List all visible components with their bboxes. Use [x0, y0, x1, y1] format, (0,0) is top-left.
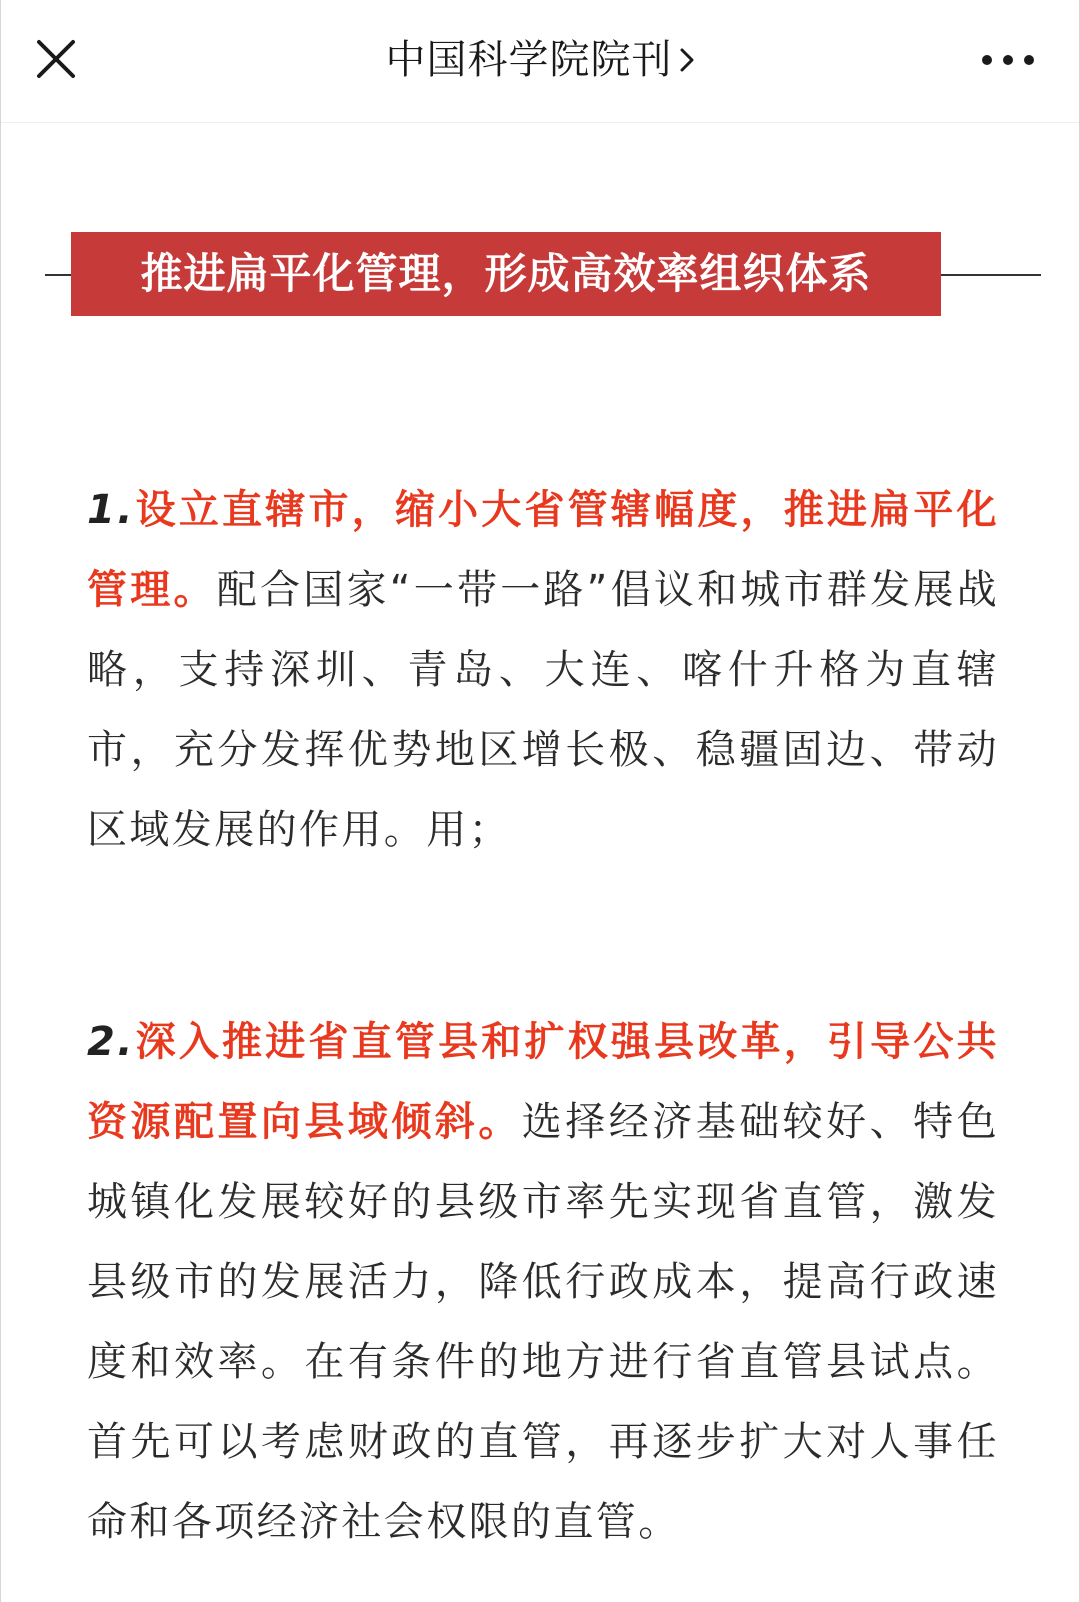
section-header	[45, 232, 1041, 316]
item-lead-heading: 设立直辖市，缩小大省管辖幅度，推进扁平化管理。	[87, 487, 999, 613]
item-number: 2.	[87, 1019, 135, 1065]
item-body-text: 配合国家“一带一路”倡议和城市群发展战略，支持深圳、青岛、大连、喀什升格为直辖市，充分发挥优势地区增长极、稳疆固边、带动区域发展的作用。用；	[87, 567, 1000, 853]
section-title-banner: 推进扁平化管理，形成高效率组织体系	[71, 232, 941, 316]
more-options-button[interactable]	[979, 48, 1037, 72]
item-lead-heading: 深入推进省直管县和扩权强县改革，引导公共资源配置向县域倾斜。	[87, 1019, 999, 1145]
account-title-link[interactable]	[1, 32, 1079, 90]
more-horizontal-icon	[979, 48, 1037, 72]
account-title: 中国科学院院刊	[385, 37, 673, 83]
article-paragraph-1	[87, 470, 999, 870]
item-number: 1.	[87, 487, 135, 533]
article-paragraph-2	[87, 1002, 999, 1562]
chevron-right-icon	[679, 34, 695, 90]
section-rule-right	[941, 274, 1041, 276]
item-body-text: 选择经济基础较好、特色城镇化发展较好的县级市率先实现省直管，激发县级市的发展活力，降低行政成本，提高行政速度和效率。在有条件的地方进行省直管县试点。首先可以考虑财政的直管，再逐步扩大对人事任命和各项经济社会权限的直管。	[87, 1099, 999, 1545]
top-navigation-bar	[1, 0, 1079, 123]
